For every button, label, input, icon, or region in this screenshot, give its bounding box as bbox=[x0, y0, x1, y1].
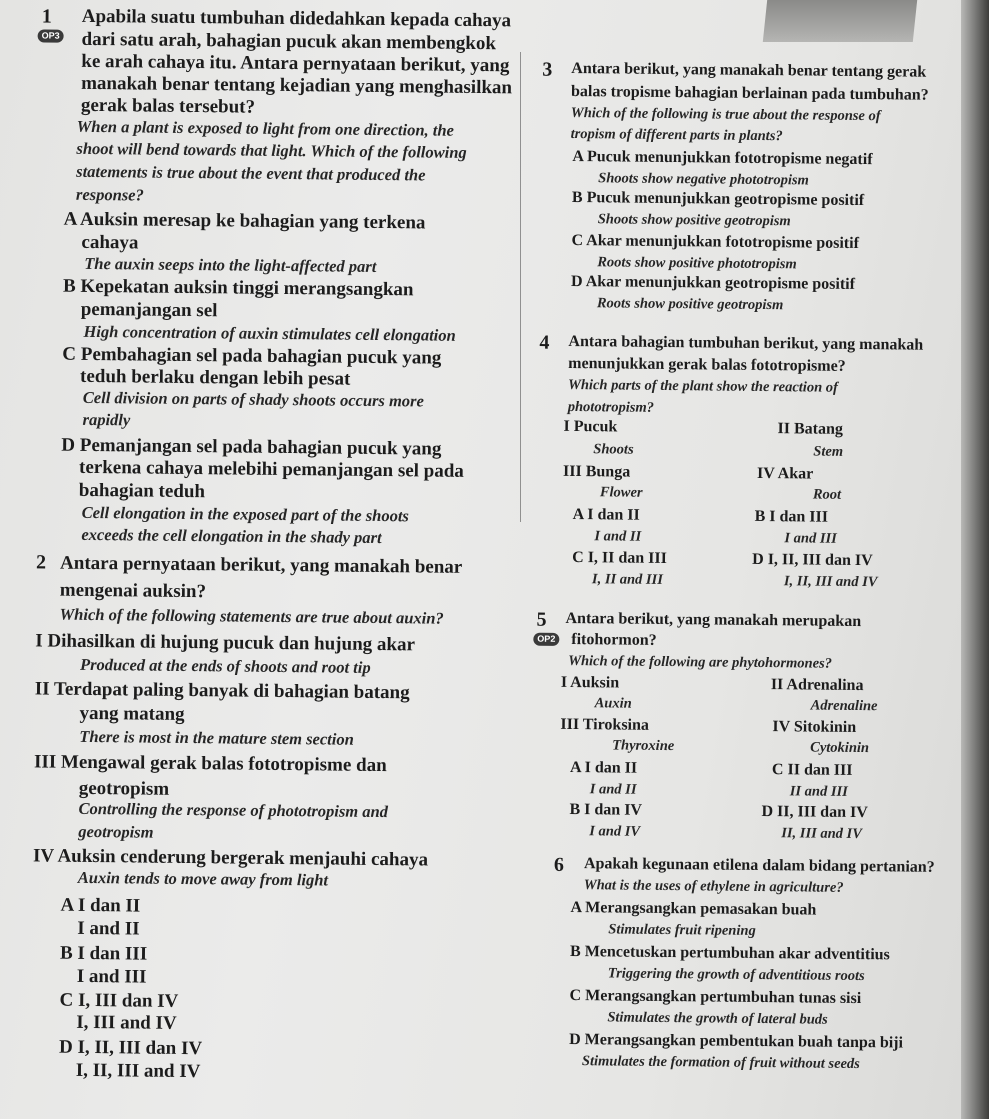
question-text-line: III Bunga bbox=[563, 462, 631, 481]
english-translation-line: Which parts of the plant show the reaction of bbox=[567, 376, 838, 396]
english-translation-line: Shoots show positive geotropism bbox=[597, 211, 791, 230]
english-translation-line: rapidly bbox=[82, 409, 131, 430]
english-translation-line: Produced at the ends of shoots and root tip bbox=[79, 654, 371, 677]
english-translation-line: II and III bbox=[789, 783, 848, 800]
question-text-line: C Pembahagian sel pada bahagian pucuk yang bbox=[62, 343, 442, 369]
question-text-line: B I dan III bbox=[754, 507, 829, 526]
english-translation-line: statements is true about the event that produced the bbox=[76, 161, 426, 185]
english-translation-line: shoot will bend towards that light. Which of the following bbox=[76, 138, 467, 162]
question-text-line: menunjukkan gerak balas fototropisme? bbox=[568, 354, 846, 375]
question-text-line: A I dan II bbox=[572, 506, 640, 524]
question-text-line: A Pucuk menunjukkan fototropisme negatif bbox=[572, 148, 873, 169]
page-edge-shadow bbox=[961, 0, 989, 1119]
question-text-line: Antara bahagian tumbuhan berikut, yang manakah bbox=[568, 332, 924, 354]
question-text-line: dari satu arah, bahagian pucuk akan membengkok bbox=[81, 28, 497, 55]
question-text-line: B I dan IV bbox=[569, 801, 643, 819]
question-text-line: III Tiroksina bbox=[560, 715, 650, 734]
question-text-line: A Auksin meresap ke bahagian yang terkena bbox=[63, 208, 426, 234]
english-translation-line: Roots show positive phototropism bbox=[597, 254, 797, 273]
question-text-line: B Pucuk menunjukkan geotropisme positif bbox=[571, 189, 865, 210]
english-translation-line: Stimulates the growth of lateral buds bbox=[607, 1009, 828, 1028]
question-text-line: I and II bbox=[77, 917, 140, 940]
question-text-line: mengenai auksin? bbox=[59, 579, 207, 603]
question-text-line: IV Auksin cenderung bergerak menjauhi cahaya bbox=[32, 845, 429, 871]
english-translation-line: Adrenaline bbox=[810, 697, 878, 715]
english-translation-line: Shoots show negative phototropism bbox=[598, 170, 809, 189]
question-text-line: teduh berlaku dengan lebih pesat bbox=[79, 365, 351, 390]
english-translation-line: Which of the following is true about the response of bbox=[570, 104, 881, 125]
question-text-line: Apakah kegunaan etilena dalam bidang pertanian? bbox=[583, 855, 935, 876]
question-text-line: ke arah cahaya itu. Antara pernyataan berikut, yang bbox=[81, 50, 510, 77]
column-divider bbox=[520, 52, 521, 522]
question-text-line: manakah benar tentang kejadian yang menghasilkan bbox=[81, 72, 513, 99]
english-translation-line: What is the uses of ethylene in agriculture? bbox=[583, 877, 844, 896]
question-text-line: I Dihasilkan di hujung pucuk dan hujung akar bbox=[35, 630, 416, 656]
question-text-line: C Akar menunjukkan fototropisme positif bbox=[571, 231, 860, 253]
question-number: 1 bbox=[41, 5, 52, 28]
question-number: 6 bbox=[553, 853, 565, 876]
question-text-line: D I, II, III dan IV bbox=[752, 550, 873, 570]
question-text-line: gerak balas tersebut? bbox=[80, 94, 256, 118]
question-text-line: geotropism bbox=[78, 777, 170, 800]
question-text-line: Antara pernyataan berikut, yang manakah benar bbox=[59, 552, 463, 578]
top-shadow bbox=[763, 0, 917, 42]
question-text-line: A Merangsangkan pemasakan buah bbox=[570, 899, 817, 919]
question-text-line: C Merangsangkan pertumbuhan tunas sisi bbox=[569, 987, 862, 1008]
question-text-line: D I, II, III dan IV bbox=[58, 1036, 203, 1060]
question-text-line: pemanjangan sel bbox=[80, 298, 218, 322]
question-text-line: D Pemanjangan sel pada bahagian pucuk yang bbox=[61, 434, 442, 460]
question-text-line: A I dan II bbox=[60, 894, 141, 917]
english-translation-line: phototropism? bbox=[567, 398, 655, 416]
english-translation-line: response? bbox=[75, 184, 144, 205]
english-translation-line: High concentration of auxin stimulates cell elongation bbox=[83, 321, 456, 345]
english-translation-line: Stem bbox=[813, 443, 844, 460]
question-text-line: I Pucuk bbox=[563, 417, 618, 436]
english-translation-line: The auxin seeps into the light-affected part bbox=[84, 253, 377, 276]
question-text-line: C I, III dan IV bbox=[59, 989, 179, 1012]
english-translation-line: Shoots bbox=[593, 441, 634, 458]
question-text-line: C I, II dan III bbox=[572, 549, 667, 568]
question-text-line: Apabila suatu tumbuhan didedahkan kepada cahaya bbox=[81, 5, 512, 32]
question-text-line: balas tropisme bahagian berlainan pada tumbuhan? bbox=[570, 82, 929, 104]
english-translation-line: tropism of different parts in plants? bbox=[570, 125, 783, 145]
question-number: 3 bbox=[542, 58, 553, 81]
english-translation-line: Root bbox=[812, 486, 842, 503]
question-text-line: B I dan III bbox=[59, 942, 148, 965]
english-translation-line: I, II and III bbox=[591, 571, 663, 588]
english-translation-line: Which of the following statements are true about auxin? bbox=[59, 604, 444, 628]
question-number: 5 bbox=[536, 608, 547, 631]
english-translation-line: I and II bbox=[589, 781, 637, 798]
question-text-line: I, III and IV bbox=[76, 1011, 177, 1034]
question-text-line: III Mengawal gerak balas fototropisme dan bbox=[33, 751, 387, 777]
question-text-line: II Batang bbox=[777, 420, 843, 438]
question-text-line: A I dan II bbox=[569, 759, 638, 777]
english-translation-line: Roots show positive geotropism bbox=[596, 295, 784, 314]
english-translation-line: Thyroxine bbox=[612, 737, 675, 755]
english-translation-line: exceeds the cell elongation in the shady part bbox=[81, 524, 382, 548]
question-text-line: D II, III dan IV bbox=[761, 803, 868, 822]
english-translation-line: Cytokinin bbox=[810, 739, 870, 757]
question-text-line: Antara berikut, yang manakah merupakan bbox=[565, 609, 862, 631]
question-text-line: bahagian teduh bbox=[78, 479, 206, 503]
question-text-line: cahaya bbox=[81, 231, 139, 254]
question-number: 2 bbox=[35, 551, 47, 574]
english-translation-line: Controlling the response of phototropism and bbox=[78, 798, 389, 822]
question-text-line: II Terdapat paling banyak di bahagian batang bbox=[34, 678, 410, 704]
english-translation-line: Cell elongation in the exposed part of the shoots bbox=[81, 502, 410, 526]
question-text-line: I Auksin bbox=[560, 673, 620, 692]
english-translation-line: When a plant is exposed to light from one direction, the bbox=[76, 116, 455, 140]
english-translation-line: Which of the following are phytohormones? bbox=[568, 652, 833, 672]
english-translation-line: Stimulates fruit ripening bbox=[608, 921, 756, 939]
question-text-line: I and III bbox=[76, 965, 147, 988]
objective-badge: OP2 bbox=[533, 633, 559, 646]
english-translation-line: Triggering the growth of adventitious roots bbox=[607, 965, 865, 985]
question-text-line: IV Akar bbox=[756, 464, 814, 483]
question-text-line: I, II, III and IV bbox=[75, 1059, 201, 1083]
english-translation-line: Auxin tends to move away from light bbox=[77, 867, 329, 890]
english-translation-line: Cell division on parts of shady shoots occurs more bbox=[82, 387, 424, 411]
objective-badge: OP3 bbox=[38, 29, 64, 42]
question-text-line: D Merangsangkan pembentukan buah tanpa biji bbox=[569, 1031, 904, 1052]
english-translation-line: There is most in the mature stem section bbox=[79, 726, 354, 749]
question-text-line: terkena cahaya melebihi pemanjangan sel pada bbox=[79, 456, 464, 482]
english-translation-line: Auxin bbox=[594, 695, 632, 712]
question-text-line: II Adrenalina bbox=[770, 676, 864, 695]
question-text-line: fitohormon? bbox=[571, 631, 657, 649]
english-translation-line: Flower bbox=[599, 484, 643, 501]
english-translation-line: geotropism bbox=[78, 821, 154, 842]
english-translation-line: I and IV bbox=[589, 823, 641, 840]
question-text-line: D Akar menunjukkan geotropisme positif bbox=[570, 272, 856, 293]
question-text-line: B Kepekatan auksin tinggi merangsangkan bbox=[62, 275, 414, 301]
english-translation-line: I and III bbox=[784, 530, 837, 547]
question-text-line: Antara berikut, yang manakah benar tentang gerak bbox=[571, 59, 927, 81]
english-translation-line: Stimulates the formation of fruit without seeds bbox=[581, 1053, 860, 1073]
question-text-line: B Mencetuskan pertumbuhan akar adventitius bbox=[569, 943, 890, 964]
question-text-line: IV Sitokinin bbox=[772, 718, 857, 737]
question-number: 4 bbox=[539, 331, 550, 354]
english-translation-line: I, II, III and IV bbox=[783, 573, 878, 591]
english-translation-line: II, III and IV bbox=[781, 825, 862, 843]
question-text-line: yang matang bbox=[79, 702, 185, 725]
question-text-line: C II dan III bbox=[771, 761, 853, 779]
english-translation-line: I and II bbox=[594, 528, 642, 545]
